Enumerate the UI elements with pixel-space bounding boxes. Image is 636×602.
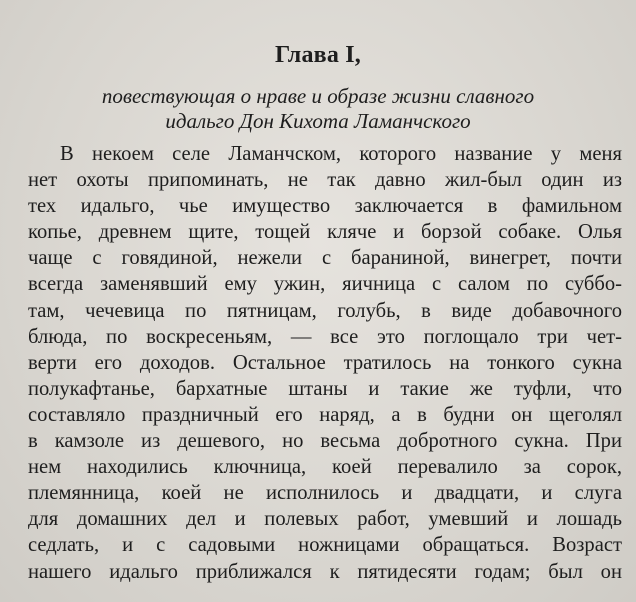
chapter-title: Глава I, xyxy=(275,42,361,68)
text-line: полукафтанье, бархатные штаны и такие же туфли, что xyxy=(28,377,622,400)
body-text xyxy=(28,141,622,585)
subtitle-line: идальго Дон Кихота Ламанчского xyxy=(165,109,471,133)
text-line: блюда, по воскресеньям, — все это поглощало три чет- xyxy=(28,325,622,348)
text-line: нет охоты припоминать, не так давно жил-был один из xyxy=(28,169,622,192)
chapter-subtitle xyxy=(0,84,636,134)
text-line: нашего идальго приближался к пятидесяти годам; был он xyxy=(28,560,622,583)
text-line: тех идальго, чье имущество заключается в фамильном xyxy=(28,195,622,218)
text-line: племянница, коей не исполнилось и двадцати, и слуга xyxy=(28,482,622,505)
text-line: чаще с говядиной, нежели с бараниной, винегрет, почти xyxy=(28,247,622,270)
text-line: для домашних дел и полевых работ, умевший и лошадь xyxy=(28,508,622,531)
text-line: В некоем селе Ламанчском, которого название у меня xyxy=(60,143,622,165)
text-line: всегда заменявший ему ужин, яичница с салом по суббо- xyxy=(28,273,622,296)
text-line: там, чечевица по пятницам, голубь, в виде добавочного xyxy=(28,299,622,322)
text-line: составляло праздничный его наряд, а в будни он щеголял xyxy=(28,403,622,426)
subtitle-line: повествующая о нраве и образе жизни славного xyxy=(101,84,535,108)
text-line: копье, древнем щите, тощей кляче и борзой собаке. Олья xyxy=(28,221,622,244)
text-line: нем находились ключница, коей перевалило за сорок, xyxy=(28,456,622,479)
text-line: седлать, и с садовыми ножницами обращаться. Возраст xyxy=(28,534,622,557)
text-line: в камзоле из дешевого, но весьма добротного сукна. При xyxy=(28,430,622,453)
text-line: верти его доходов. Остальное тратилось на тонкого сукна xyxy=(28,351,622,374)
